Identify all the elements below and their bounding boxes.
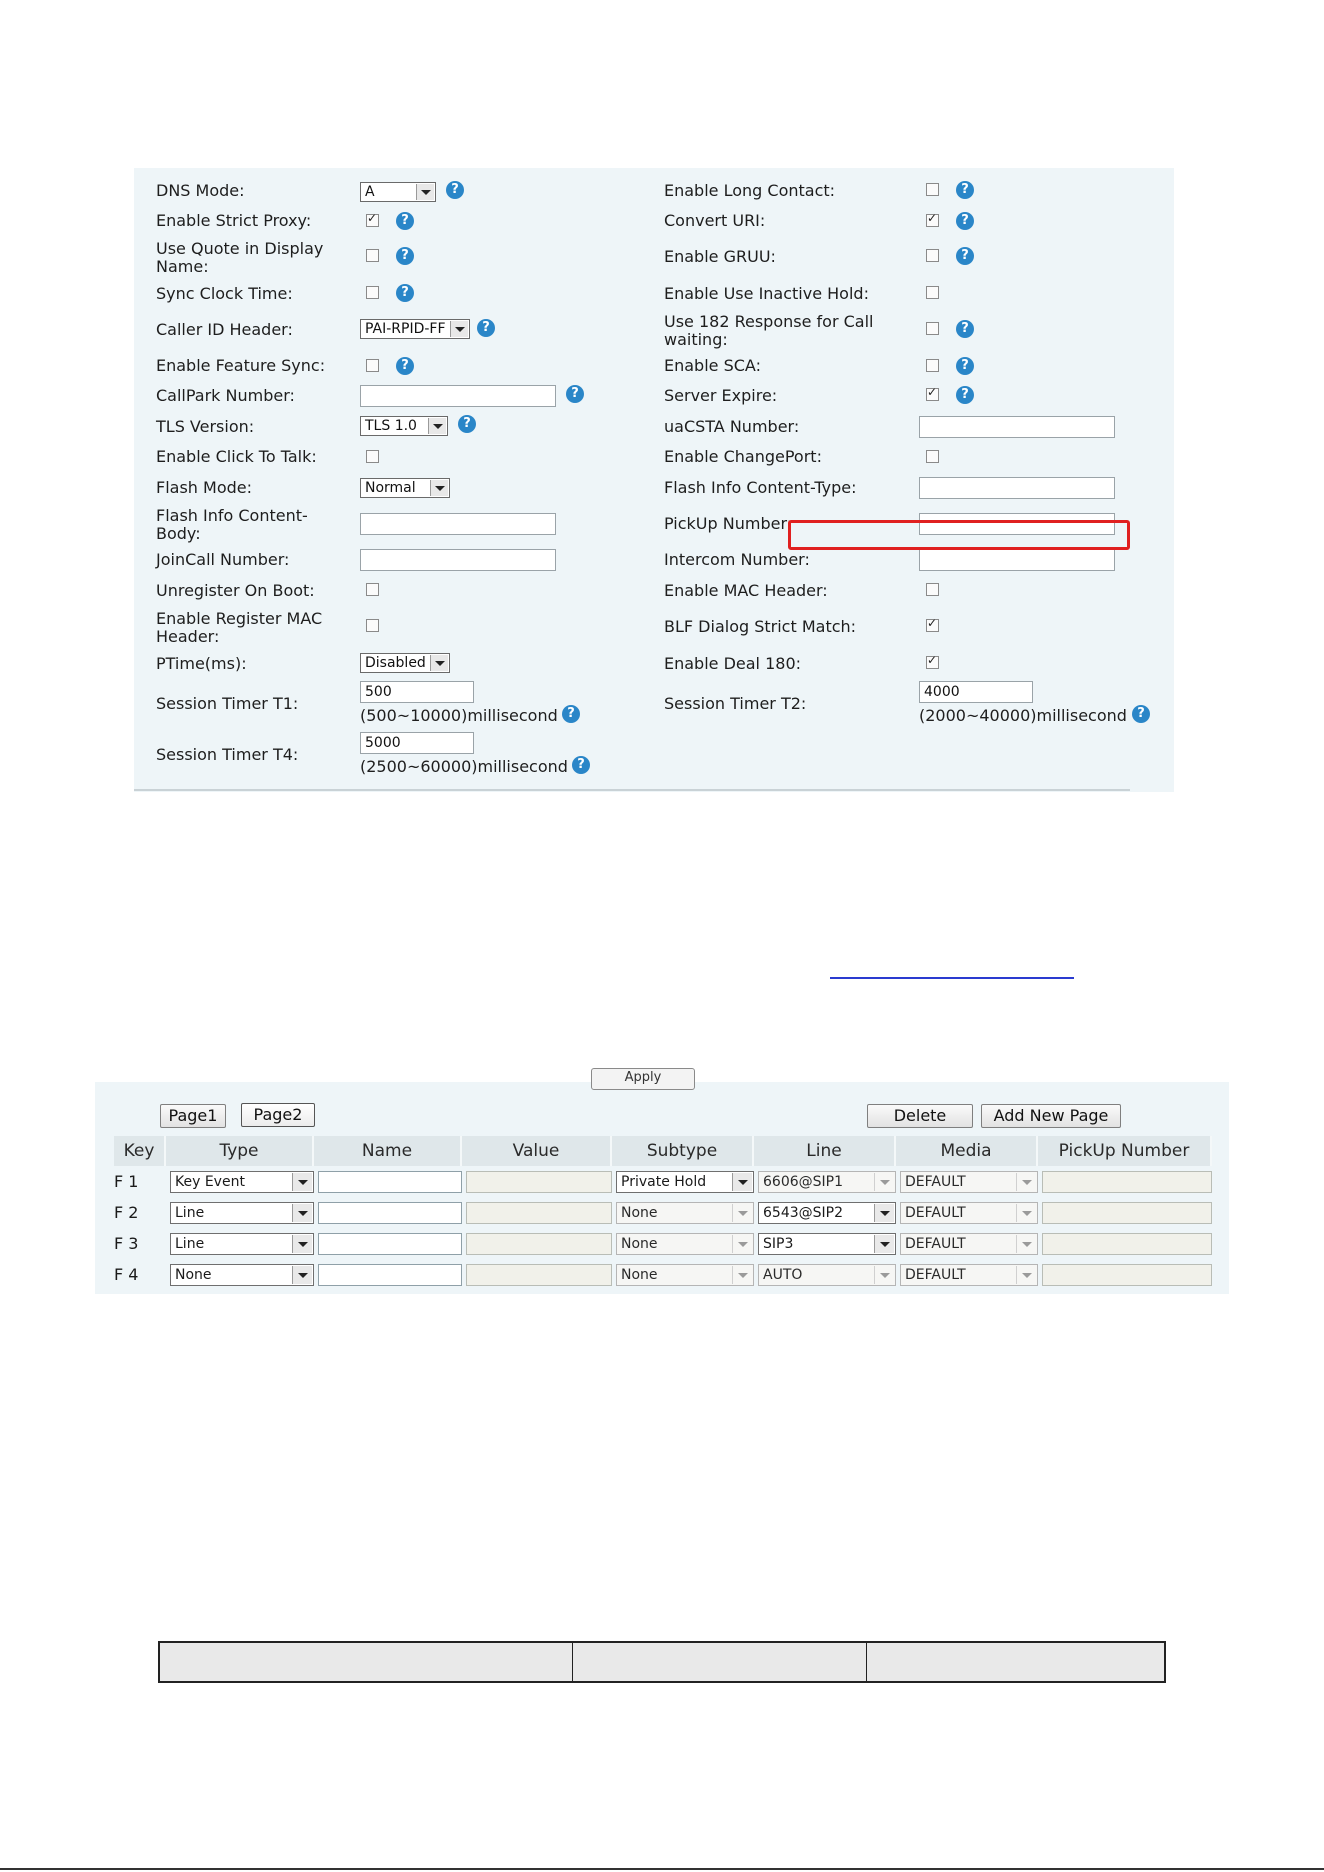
chevron-down-icon	[1016, 1173, 1036, 1191]
session-timer-t4-input[interactable]: 5000	[360, 732, 474, 754]
type-value: Key Event	[175, 1173, 245, 1190]
subtype-select	[616, 1202, 754, 1224]
unregister-on-boot-checkbox[interactable]	[366, 583, 379, 596]
label-ptime: PTime(ms):	[156, 654, 247, 673]
label-caller-id-header: Caller ID Header:	[156, 320, 293, 339]
enable-feature-sync-checkbox[interactable]	[366, 359, 379, 372]
column-header-name: Name	[314, 1136, 462, 1166]
help-icon[interactable]: ?	[396, 212, 414, 230]
pickup-number-input	[1042, 1233, 1212, 1255]
help-icon[interactable]: ?	[956, 181, 974, 199]
column-header-key: Key	[114, 1136, 166, 1166]
subtype-select	[616, 1264, 754, 1286]
label-enable-register-mac-header: Enable Register MAC Header:	[156, 609, 323, 646]
help-icon[interactable]: ?	[396, 247, 414, 265]
label-enable-mac-header: Enable MAC Header:	[664, 581, 828, 600]
enable-deal-180-checkbox[interactable]	[926, 656, 939, 669]
line-value: AUTO	[763, 1266, 803, 1283]
label-flash-info-content-type: Flash Info Content-Type:	[664, 478, 857, 497]
dns-mode-value: A	[365, 184, 375, 200]
name-input[interactable]	[318, 1171, 462, 1193]
label-use-quote-in-display-name: Use Quote in Display Name:	[156, 239, 324, 276]
key-cell: F 3	[114, 1234, 139, 1253]
help-icon[interactable]: ?	[566, 385, 584, 403]
sip-advanced-settings-panel	[134, 168, 1174, 792]
media-value: DEFAULT	[905, 1173, 966, 1190]
line-value: 6606@SIP1	[763, 1173, 843, 1190]
table-header-row	[114, 1136, 1212, 1166]
label-pickup-number: PickUp Number:	[664, 514, 793, 533]
subtype-value: None	[621, 1266, 658, 1283]
label-enable-changeport: Enable ChangePort:	[664, 447, 822, 466]
subtype-select[interactable]	[616, 1171, 754, 1193]
media-select	[900, 1233, 1038, 1255]
joincall-number-input[interactable]	[360, 549, 556, 571]
table-row	[114, 1228, 1212, 1259]
value-input	[466, 1233, 612, 1255]
enable-mac-header-checkbox[interactable]	[926, 583, 939, 596]
chevron-down-icon	[874, 1235, 894, 1253]
subtype-select	[616, 1233, 754, 1255]
session-timer-t4-range: (2500~60000)millisecond	[360, 757, 568, 776]
enable-sca-highlight-box	[788, 520, 1130, 550]
line-select	[758, 1171, 896, 1193]
use-182-response-checkbox[interactable]	[926, 322, 939, 335]
chevron-down-icon	[416, 184, 434, 200]
label-enable-gruu: Enable GRUU:	[664, 247, 776, 266]
page-footer-rule	[0, 1868, 1324, 1870]
subtype-value: None	[621, 1235, 658, 1252]
label-server-expire: Server Expire:	[664, 386, 778, 405]
line-value: 6543@SIP2	[763, 1204, 843, 1221]
help-icon[interactable]: ?	[956, 357, 974, 375]
help-icon[interactable]: ?	[956, 320, 974, 338]
column-header-line: Line	[754, 1136, 896, 1166]
add-new-page-button[interactable]: Add New Page	[981, 1104, 1121, 1128]
label-convert-uri: Convert URI:	[664, 211, 766, 230]
chevron-down-icon	[292, 1204, 312, 1222]
line-select[interactable]	[758, 1202, 896, 1224]
enable-gruu-checkbox[interactable]	[926, 249, 939, 262]
label-tls-version: TLS Version:	[156, 417, 255, 436]
line-value: SIP3	[763, 1235, 794, 1252]
media-select	[900, 1202, 1038, 1224]
callpark-number-input[interactable]	[360, 385, 556, 407]
label-callpark-number: CallPark Number:	[156, 386, 295, 405]
type-select[interactable]	[170, 1264, 314, 1286]
apply-button[interactable]: Apply	[591, 1068, 695, 1090]
table-row	[114, 1259, 1212, 1290]
label-enable-sca: Enable SCA:	[664, 356, 761, 375]
convert-uri-checkbox[interactable]	[926, 214, 939, 227]
enable-strict-proxy-checkbox[interactable]	[366, 214, 379, 227]
column-header-media: Media	[896, 1136, 1038, 1166]
help-icon[interactable]: ?	[458, 415, 476, 433]
pickup-number-input	[1042, 1171, 1212, 1193]
chevron-down-icon	[292, 1266, 312, 1284]
chevron-down-icon	[1016, 1235, 1036, 1253]
server-expire-checkbox[interactable]	[926, 388, 939, 401]
intercom-number-input[interactable]	[919, 549, 1115, 571]
key-cell: F 2	[114, 1203, 139, 1222]
chevron-down-icon	[732, 1173, 752, 1191]
label-enable-click-to-talk: Enable Click To Talk:	[156, 447, 317, 466]
help-icon[interactable]: ?	[477, 319, 495, 337]
media-value: DEFAULT	[905, 1204, 966, 1221]
table-column-divider	[866, 1643, 867, 1681]
help-icon[interactable]: ?	[956, 212, 974, 230]
label-dns-mode: DNS Mode:	[156, 181, 245, 200]
value-input	[466, 1171, 612, 1193]
chevron-down-icon	[874, 1266, 894, 1284]
subtype-value: None	[621, 1204, 658, 1221]
table-row	[114, 1197, 1212, 1228]
line-select	[758, 1264, 896, 1286]
chevron-down-icon	[292, 1173, 312, 1191]
flash-mode-select[interactable]	[360, 478, 450, 498]
flash-mode-value: Normal	[365, 480, 416, 496]
help-icon[interactable]: ?	[956, 386, 974, 404]
dss-key-panel	[95, 1070, 1229, 1294]
enable-click-to-talk-checkbox[interactable]	[366, 450, 379, 463]
chevron-down-icon	[1016, 1266, 1036, 1284]
caller-id-header-value: PAI-RPID-FF	[365, 321, 446, 337]
type-select[interactable]	[170, 1171, 314, 1193]
label-enable-long-contact: Enable Long Contact:	[664, 181, 836, 200]
table-row	[114, 1166, 1212, 1197]
subtype-value: Private Hold	[621, 1173, 707, 1190]
chevron-down-icon	[732, 1235, 752, 1253]
chevron-down-icon	[292, 1235, 312, 1253]
label-enable-use-inactive-hold: Enable Use Inactive Hold:	[664, 284, 869, 303]
media-select	[900, 1264, 1038, 1286]
tls-version-value: TLS 1.0	[365, 418, 417, 434]
blf-dialog-strict-match-checkbox[interactable]	[926, 619, 939, 632]
enable-register-mac-header-checkbox[interactable]	[366, 619, 379, 632]
label-flash-info-content-body: Flash Info Content-Body:	[156, 506, 308, 543]
chevron-down-icon	[874, 1173, 894, 1191]
chevron-down-icon	[450, 321, 468, 337]
sync-clock-time-checkbox[interactable]	[366, 286, 379, 299]
help-icon[interactable]: ?	[562, 705, 580, 723]
label-session-timer-t1: Session Timer T1:	[156, 694, 299, 713]
name-input[interactable]	[318, 1202, 462, 1224]
session-timer-t2-range: (2000~40000)millisecond	[919, 706, 1127, 725]
column-header-value: Value	[462, 1136, 612, 1166]
help-icon[interactable]: ?	[956, 247, 974, 265]
label-joincall-number: JoinCall Number:	[156, 550, 290, 569]
enable-changeport-checkbox[interactable]	[926, 450, 939, 463]
type-select[interactable]	[170, 1202, 314, 1224]
tls-version-select[interactable]	[360, 416, 448, 436]
media-select	[900, 1171, 1038, 1193]
line-select[interactable]	[758, 1233, 896, 1255]
chevron-down-icon	[874, 1204, 894, 1222]
value-input	[466, 1202, 612, 1224]
label-enable-deal-180: Enable Deal 180:	[664, 654, 802, 673]
pickup-number-input	[1042, 1264, 1212, 1286]
label-session-timer-t2: Session Timer T2:	[664, 694, 807, 713]
session-timer-t2-input[interactable]: 4000	[919, 681, 1033, 703]
column-header-subtype: Subtype	[612, 1136, 754, 1166]
enable-long-contact-checkbox[interactable]	[926, 183, 939, 196]
chevron-down-icon	[732, 1266, 752, 1284]
tab-page1[interactable]: Page1	[160, 1104, 226, 1128]
media-value: DEFAULT	[905, 1266, 966, 1283]
enable-use-inactive-hold-checkbox[interactable]	[926, 286, 939, 299]
name-input[interactable]	[318, 1233, 462, 1255]
name-input[interactable]	[318, 1264, 462, 1286]
ptime-value: Disabled	[365, 655, 426, 671]
chevron-down-icon	[732, 1204, 752, 1222]
label-use-182-response: Use 182 Response for Call waiting:	[664, 312, 874, 349]
caller-id-header-select[interactable]	[360, 319, 470, 339]
label-blf-dialog-strict-match: BLF Dialog Strict Match:	[664, 617, 857, 636]
label-flash-mode: Flash Mode:	[156, 478, 252, 497]
flash-info-content-body-input[interactable]	[360, 513, 556, 535]
chevron-down-icon	[428, 418, 446, 434]
help-icon[interactable]: ?	[446, 181, 464, 199]
ptime-select[interactable]	[360, 653, 450, 673]
column-header-type: Type	[166, 1136, 314, 1166]
tab-page2[interactable]: Page2	[241, 1103, 315, 1127]
label-uacsta-number: uaCSTA Number:	[664, 417, 800, 436]
table-column-divider	[572, 1643, 573, 1681]
uacsta-number-input[interactable]	[919, 416, 1115, 438]
use-quote-in-display-name-checkbox[interactable]	[366, 249, 379, 262]
type-value: None	[175, 1266, 212, 1283]
chevron-down-icon	[1016, 1204, 1036, 1222]
label-enable-feature-sync: Enable Feature Sync:	[156, 356, 326, 375]
label-unregister-on-boot: Unregister On Boot:	[156, 581, 315, 600]
dss-key-table	[114, 1136, 1212, 1290]
label-session-timer-t4: Session Timer T4:	[156, 745, 299, 764]
chevron-down-icon	[430, 655, 448, 671]
link-underline[interactable]	[830, 977, 1074, 979]
help-icon[interactable]: ?	[396, 284, 414, 302]
chevron-down-icon	[430, 480, 448, 496]
delete-button[interactable]: Delete	[867, 1104, 973, 1128]
session-timer-t1-input[interactable]: 500	[360, 681, 474, 703]
label-sync-clock-time: Sync Clock Time:	[156, 284, 293, 303]
type-value: Line	[175, 1204, 205, 1221]
media-value: DEFAULT	[905, 1235, 966, 1252]
label-intercom-number: Intercom Number:	[664, 550, 810, 569]
help-icon[interactable]: ?	[572, 756, 590, 774]
help-icon[interactable]: ?	[396, 357, 414, 375]
document-table-header	[158, 1641, 1166, 1683]
value-input	[466, 1264, 612, 1286]
key-cell: F 4	[114, 1265, 139, 1284]
pickup-number-input	[1042, 1202, 1212, 1224]
flash-info-content-type-input[interactable]	[919, 477, 1115, 499]
label-enable-strict-proxy: Enable Strict Proxy:	[156, 211, 312, 230]
column-header-pickup-number: PickUp Number	[1038, 1136, 1212, 1166]
session-timer-t1-range: (500~10000)millisecond	[360, 706, 558, 725]
enable-sca-checkbox[interactable]	[926, 359, 939, 372]
type-value: Line	[175, 1235, 205, 1252]
panel-divider	[134, 789, 1130, 791]
dns-mode-select[interactable]	[360, 182, 436, 202]
help-icon[interactable]: ?	[1132, 705, 1150, 723]
type-select[interactable]	[170, 1233, 314, 1255]
key-cell: F 1	[114, 1172, 139, 1191]
